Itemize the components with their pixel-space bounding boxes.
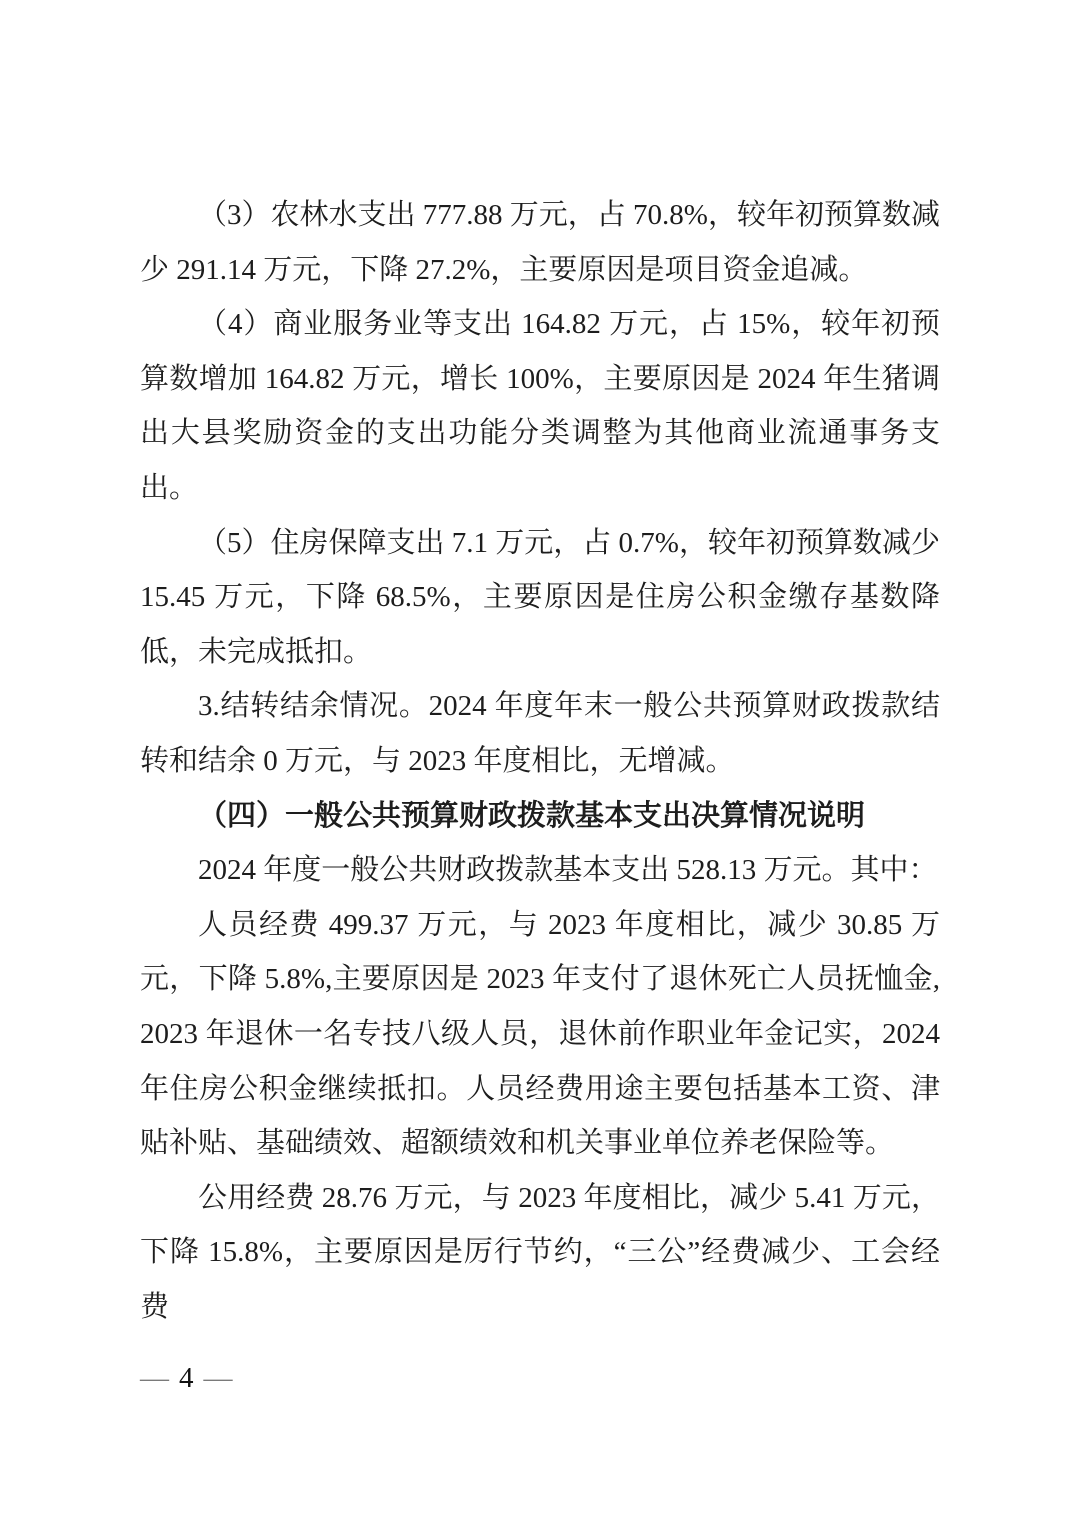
section-heading-basic-expenditure: （四）一般公共预算财政拨款基本支出决算情况说明 — [198, 799, 866, 832]
paragraph-public-expense: 公用经费 28.76 万元，与 2023 年度相比，减少 5.41 万元，下降 15.8%，主要原因是厉行节约，“三公”经费减少、工会经费 — [140, 1181, 940, 1323]
page-footer — [140, 1358, 233, 1398]
document-body — [140, 188, 940, 1334]
paragraph-personnel-expense: 人员经费 499.37 万元，与 2023 年度相比，减少 30.85 万元，下降 5.8%,主要原因是 2023 年支付了退休死亡人员抚恤金,2023 年退休一名专技八级人员，退休前作职业年金记实，2024 年住房公积金继续抵扣。人员经费用途主要包括基本工资、津贴补贴、基础绩效、超额绩效和机关事业单位养老保险等。 — [140, 908, 940, 1160]
paragraph-expense-housing: （5）住房保障支出 7.1 万元，占 0.7%，较年初预算数减少 15.45 万元，下降 68.5%，主要原因是住房公积金缴存基数降低，未完成抵扣。 — [140, 526, 940, 668]
paragraph-basic-expenditure-total: 2024 年度一般公共财政拨款基本支出 528.13 万元。其中： — [198, 854, 938, 887]
paragraph-carryover-balance: 3.结转结余情况。2024 年度年末一般公共预算财政拨款结转和结余 0 万元，与 2023 年度相比，无增减。 — [140, 690, 940, 777]
footer-right-dash: — — [203, 1362, 233, 1394]
footer-left-dash: — — [140, 1362, 169, 1394]
page-number: 4 — [179, 1362, 194, 1394]
paragraph-expense-commerce: （4）商业服务业等支出 164.82 万元，占 15%，较年初预算数增加 164.82 万元，增长 100%，主要原因是 2024 年生猪调出大县奖励资金的支出功能分类调整为其他商业流通事务支出。 — [140, 308, 940, 504]
paragraph-expense-agriculture: （3）农林水支出 777.88 万元，占 70.8%，较年初预算数减少 291.14 万元，下降 27.2%，主要原因是项目资金追减。 — [140, 199, 940, 286]
